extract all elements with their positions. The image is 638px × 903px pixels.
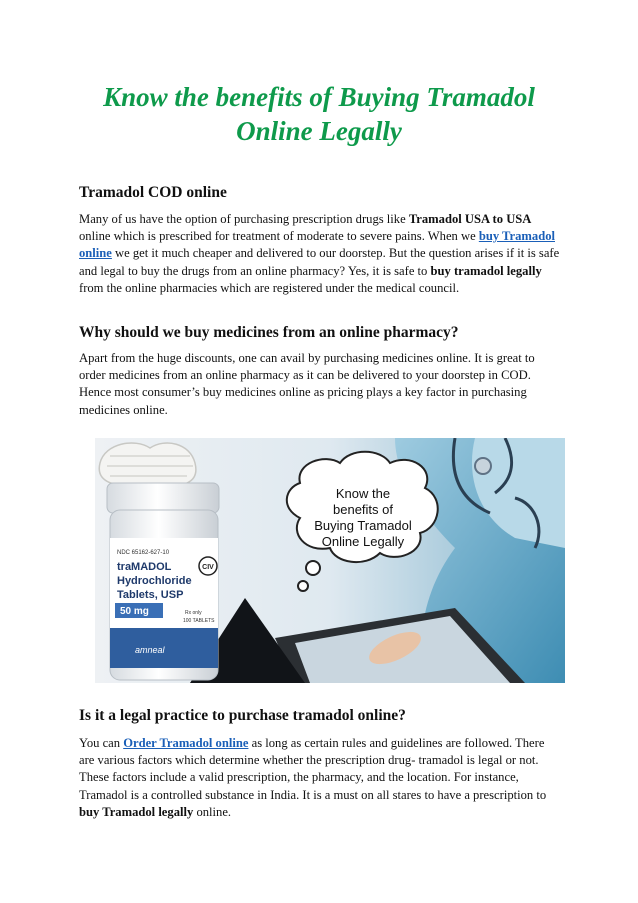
text-run: from the online pharmacies which are registered under the medical council.	[79, 280, 460, 295]
text-run: as long as certain rules and guidelines are followed. There are various factors which determine whether the prescription drug- tramadol is legal or not. These factors include a valid prescription, the pharmacy, and the location. For instance, Tramadol is a controlled substance in India. It is a must on all stares to have a prescription to	[79, 736, 547, 802]
section-paragraph-why: Apart from the huge discounts, one can avail by purchasing medicines online. It is great to order medicines from an online pharmacy as it can be delivered to your doorstep in COD. Hence most consumer’s buy medicines online as pricing plays a key factor in purchasing medicines online.	[79, 351, 535, 417]
article-image	[95, 438, 565, 683]
text-run: we get it much cheaper and delivered to our doorstep. But the question arises if it is safe and legal to buy the drugs from an online pharmacy? Yes, it is safe to	[79, 246, 560, 278]
title-line-1: Know the benefits of Buying Tramadol	[103, 82, 535, 112]
bubble-line-2: benefits of	[333, 502, 393, 517]
bubble-line-4: Online Legally	[321, 534, 405, 549]
label-name-1: traMADOL	[117, 561, 172, 573]
bold-text: Tramadol USA to USA	[408, 212, 532, 226]
section-paragraph-legal	[79, 735, 561, 821]
bubble-line-3: Buying Tramadol	[314, 518, 412, 533]
label-brand: amneal	[135, 645, 165, 655]
section-heading-cod: Tramadol COD online	[79, 184, 227, 201]
label-count: 100 TABLETS	[183, 618, 215, 624]
text-run: Many of us have the option of purchasing prescription drugs like	[79, 212, 409, 226]
section-heading-legal: Is it a legal practice to purchase tramadol online?	[79, 707, 406, 724]
section-heading-why: Why should we buy medicines from an online pharmacy?	[79, 324, 459, 341]
article-illustration	[95, 438, 565, 683]
label-civ: CIV	[202, 564, 214, 571]
bubble-line-1: Know the	[335, 486, 391, 501]
bold-text: buy tramadol legally	[430, 263, 542, 278]
text-run: online.	[193, 804, 232, 819]
section-paragraph-cod	[79, 211, 561, 297]
title-line-2: Online Legally	[236, 116, 402, 146]
text-run: You can	[79, 736, 124, 750]
order-tramadol-online-link[interactable]: Order Tramadol online	[123, 736, 249, 750]
label-rx: Rx only	[185, 610, 202, 616]
text-run: online which is prescribed for treatment of moderate to severe pains. When we	[79, 229, 479, 244]
label-ndc: NDC 65162-627-10	[117, 550, 170, 556]
label-name-3: Tablets, USP	[117, 589, 184, 601]
document-title	[60, 80, 578, 148]
label-dose: 50 mg	[120, 606, 149, 617]
label-name-2: Hydrochloride	[117, 575, 192, 587]
bold-text: buy Tramadol legally	[79, 804, 194, 819]
buy-tramadol-online-link[interactable]: buy Tramadol online	[79, 229, 555, 261]
